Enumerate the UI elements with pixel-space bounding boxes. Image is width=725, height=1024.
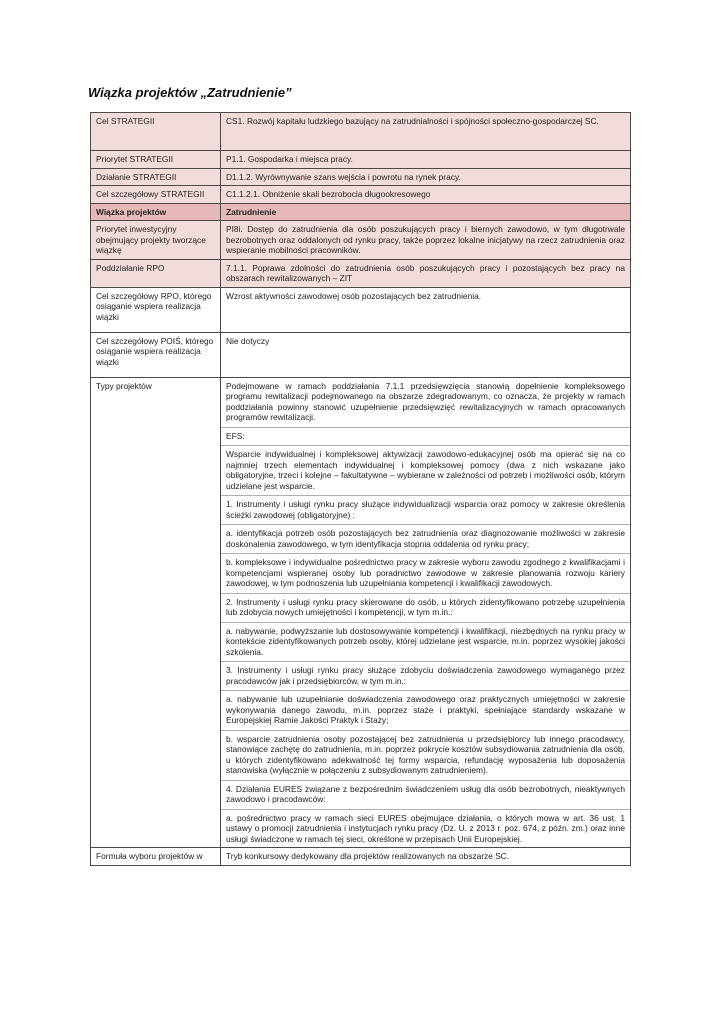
divider — [221, 593, 630, 594]
row-value: PI8i. Dostęp do zatrudnienia dla osób poszukujących pracy i biernych zawodowo, w tym długotrwale bezrobotnych oraz oddalonych od rynku pracy, także poprzez lokalne inicjatywy na rzecz zatrudnienia oraz wspieranie mobilności pracowników. — [221, 221, 631, 260]
row-label: Typy projektów — [91, 377, 221, 848]
paragraph: a. nabywanie, podwyższanie lub dostosowywanie kompetencji i kwalifikacji, niezbędnych na rynku pracy w kontekście zidentyfikowanych potrzeb osoby, której udzielane jest wsparcie, m.in. poprzez wysokiej jakości szkolenia. — [226, 625, 625, 657]
row-value: CS1. Rozwój kapitału ludzkiego bazujący na zatrudnialności i spójności społeczno-gospodarczej SC. — [221, 113, 631, 151]
divider — [221, 622, 630, 623]
paragraph: 4. Działania EURES związane z bezpośrednim świadczeniem usług dla osób bezrobotnych, nieaktywnych zawodowo i pracodawców: — [226, 783, 625, 804]
row-label: Cel szczegółowy RPO, którego osiąganie wspiera realizacja wiązki — [91, 287, 221, 332]
paragraph: 3. Instrumenty i usługi rynku pracy służące zdobyciu doświadczenia zawodowego wymaganego przez pracodawców jak i przedsiębiorców, w tym m.in.: — [226, 665, 625, 686]
row-value: Wzrost aktywności zawodowej osób pozostających bez zatrudnienia. — [221, 287, 631, 332]
row-value: C1.1.2.1. Obniżenie skali bezrobocia długookresowego — [221, 186, 631, 204]
project-types-cell — [221, 377, 631, 848]
row-value: D1.1.2. Wyrównywanie szans wejścia i powrotu na rynek pracy. — [221, 168, 631, 186]
table-row — [91, 848, 631, 866]
paragraph: EFS: — [226, 430, 245, 441]
paragraph: 1. Instrumenty i usługi rynku pracy służące indywidualizacji wsparcia oraz pomocy w zakresie określenia ścieżki zawodowej (obligatoryjne) : — [226, 499, 625, 520]
divider — [221, 445, 630, 446]
divider — [221, 690, 630, 691]
row-label: Formuła wyboru projektów w — [91, 848, 221, 866]
divider — [221, 780, 630, 781]
divider — [221, 427, 630, 428]
table-row — [91, 259, 631, 287]
divider — [221, 809, 630, 810]
table-row — [91, 287, 631, 332]
divider — [221, 495, 630, 496]
row-label: Wiązka projektów — [91, 203, 221, 221]
row-label: Priorytet STRATEGII — [91, 151, 221, 169]
paragraph: b. wsparcie zatrudnienia osoby pozostającej bez zatrudnienia u przedsiębiorcy lub innego pracodawcy, stanowiące zachętę do zatrudnienia, m.in. poprzez pokrycie kosztów subsydiowania zatrudnienia dla osób, u których zidentyfikowano adekwatność tej formy wsparcia, refundację wyposażenia lub doposażenia stanowiska (wyłącznie w połączeniu z subsydiowanym zatrudnieniem). — [226, 733, 625, 775]
paragraph: Podejmowane w ramach poddziałania 7.1.1 przedsięwzięcia stanowią dopełnienie kompleksowego programu rewitalizacji podejmowanego na obszarze zdegradowanym, co oznacza, że projekty w ramach poddziałania powinny stanowić uzupełnienie przedsięwzięć rewitalizacyjnych w ramach opracowanych programów rewitalizacji. — [226, 380, 625, 422]
paragraph: b. kompleksowe i indywidualne pośrednictwo pracy w zakresie wyboru zawodu zgodnego z kwalifikacjami i kompetencjami wspieranej osoby lub poradnictwo zawodowe w zakresie planowania rozwoju kariery zawodowej, w tym podnoszenia lub uzupełniania kompetencji i kwalifikacji zawodowych. — [226, 557, 625, 588]
divider — [221, 661, 630, 662]
page-title: Wiązka projektów „Zatrudnienie” — [88, 85, 292, 100]
row-value: Tryb konkursowy dedykowany dla projektów realizowanych na obszarze SC. — [221, 848, 631, 866]
row-label: Poddziałanie RPO — [91, 259, 221, 287]
table-row — [91, 151, 631, 169]
table-row — [91, 377, 631, 848]
row-value: 7.1.1. Poprawa zdolności do zatrudnienia osób poszukujących pracy i pozostających bez pracy na obszarach rewitalizowanych – ZIT — [221, 259, 631, 287]
paragraph: a. identyfikacja potrzeb osób pozostających bez zatrudnienia oraz diagnozowanie możliwości w zakresie doskonalenia zawodowego, w tym identyfikacja stopnia oddalenia od rynku pracy; — [226, 528, 625, 549]
row-value: Nie dotyczy — [221, 332, 631, 377]
divider — [221, 553, 630, 554]
paragraph: Wsparcie indywidualnej i kompleksowej aktywizacji zawodowo-edukacyjnej osób ma opierać się na co najmniej trzech elementach indywidualnej i kompleksowej pomocy (dwa z nich wskazane jako obligatoryjne, trzeci i kolejne – fakultatywne – wybierane w zależności od potrzeb i możliwości osób, którym udzielane jest wsparcie. — [226, 449, 625, 491]
table-row — [91, 203, 631, 221]
row-value: P1.1. Gospodarka i miejsca pracy. — [221, 151, 631, 169]
table-row — [91, 221, 631, 260]
row-label: Cel szczegółowy POIŚ, którego osiąganie wspiera realizacja wiązki — [91, 332, 221, 377]
table-row — [91, 113, 631, 151]
strategy-table — [90, 112, 631, 866]
paragraph: a. nabywanie lub uzupełnianie doświadczenia zawodowego oraz praktycznych umiejętności w zakresie wykonywania danego zawodu, m.in. poprzez staże i praktyki, spełniające standardy wskazane w Europejskiej Ramie Jakości Praktyk i Staży; — [226, 694, 625, 725]
table-row — [91, 168, 631, 186]
table-row — [91, 332, 631, 377]
row-label: Cel STRATEGII — [91, 113, 221, 151]
row-value: Zatrudnienie — [221, 203, 631, 221]
paragraph: 2. Instrumenty i usługi rynku pracy skierowane do osób, u których zidentyfikowano potrzebę uzupełnienia lub zdobycia nowych umiejętności i kompetencji, w tym m.in.: — [226, 596, 625, 617]
row-label: Priorytet inwestycyjny obejmujący projekty tworzące wiązkę — [91, 221, 221, 260]
row-label: Cel szczegółowy STRATEGII — [91, 186, 221, 204]
divider — [221, 730, 630, 731]
row-label: Działanie STRATEGII — [91, 168, 221, 186]
divider — [221, 524, 630, 525]
paragraph: a. pośrednictwo pracy w ramach sieci EURES obejmujące działania, o których mowa w art. 36 ust. 1 ustawy o promocji zatrudnienia i instytucjach rynku pracy (Dz. U. z 2013 r. poz. 674, z późn. zm.) oraz inne usługi świadczone w ramach tej sieci, określone w przepisach Unii Europejskiej. — [226, 812, 625, 844]
table-row — [91, 186, 631, 204]
